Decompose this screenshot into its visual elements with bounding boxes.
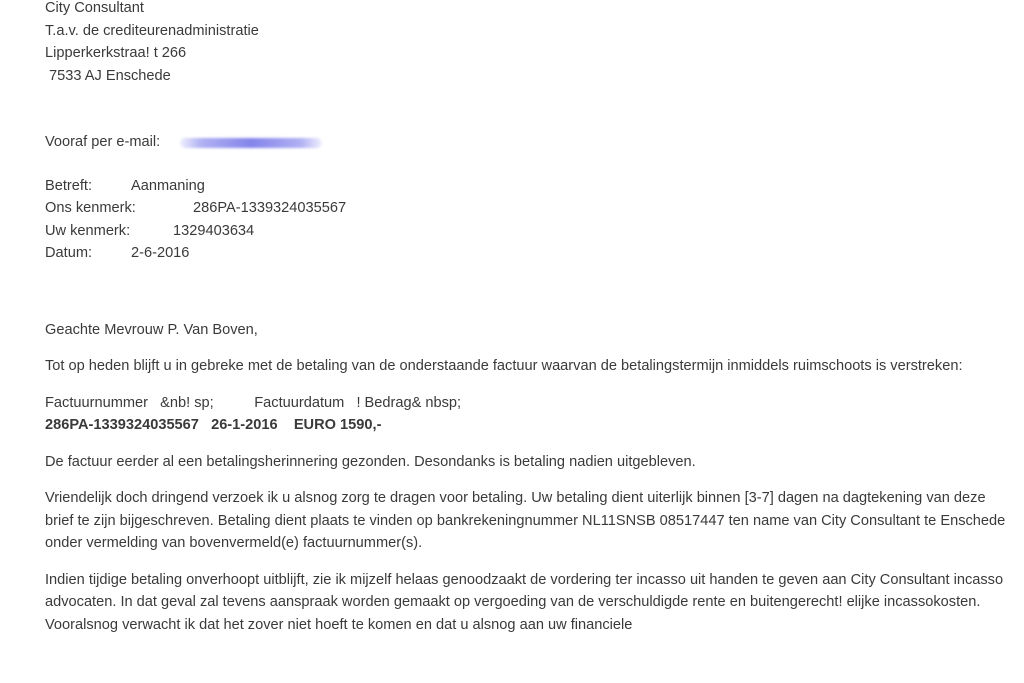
recipient-address	[45, 0, 1010, 87]
salutation: Geachte Mevrouw P. Van Boven,	[45, 321, 258, 338]
uw-kenmerk-label: Uw kenmerk:	[45, 222, 131, 239]
recipient-city: 7533 AJ Enschede	[45, 67, 171, 84]
warning-paragraph: Indien tijdige betaling onverhoopt uitblijft, zie ik mijzelf helaas genoodzaakt de vordering ter incasso uit handen te geven aan City Consultant incasso advocaten. In dat geval zal tevens aanspraak worden gemaakt op vergoeding van de verschuldigde rente en buitengerecht! elijke incassokosten. Vooralsnog verwacht ik dat het zover niet hoeft te komen en dat u alsnog aan uw financiele	[45, 571, 1004, 633]
letter	[45, 0, 1010, 636]
reference-block	[45, 175, 1010, 265]
betreft-row	[45, 175, 1010, 198]
redacted-email-link[interactable]	[180, 138, 322, 148]
email-line	[45, 131, 1010, 154]
ons-kenmerk-label: Ons kenmerk:	[45, 200, 136, 216]
email-label: Vooraf per e-mail:	[45, 134, 161, 150]
ons-kenmerk-row	[45, 197, 1010, 220]
ons-kenmerk-value: 286PA-1339324035567	[193, 200, 347, 216]
datum-row	[45, 242, 1010, 265]
uw-kenmerk-value: 1329403634	[173, 222, 255, 239]
request-paragraph: Vriendelijk doch dringend verzoek ik u alsnog zorg te dragen voor betaling. Uw betaling dient uiterlijk binnen [3-7] dagen na dagtekening van deze brief te zijn bijgeschreven. Betaling dient plaats te vinden op bankrekeningnummer NL11SNSB 08517447 ten name van City Consultant te Enschede onder vermelding van bovenvermeld(e) factuurnummer(s).	[45, 490, 1006, 551]
recipient-street: Lipperkerkstraa! t 266	[45, 45, 187, 61]
invoice-header: Factuurnummer &nb! sp; Factuurdatum ! Bedrag& nbsp;	[45, 394, 462, 411]
datum-value: 2-6-2016	[131, 245, 190, 261]
uw-kenmerk-row	[45, 220, 1010, 243]
betreft-label: Betreft:	[45, 177, 93, 194]
reminder-paragraph: De factuur eerder al een betalingsherinnering gezonden. Desondanks is betaling nadien uitgebleven.	[45, 453, 696, 470]
recipient-attention: T.a.v. de crediteurenadministratie	[45, 22, 259, 39]
datum-label: Datum:	[45, 245, 93, 261]
invoice-row: 286PA-1339324035567 26-1-2016 EURO 1590,-	[45, 417, 382, 433]
invoice-table	[45, 392, 1010, 437]
recipient-company: City Consultant	[45, 0, 144, 16]
intro-paragraph: Tot op heden blijft u in gebreke met de betaling van de onderstaande factuur waarvan de betalingstermijn inmiddels ruimschoots is verstreken:	[45, 358, 963, 374]
betreft-value: Aanmaning	[131, 177, 205, 194]
